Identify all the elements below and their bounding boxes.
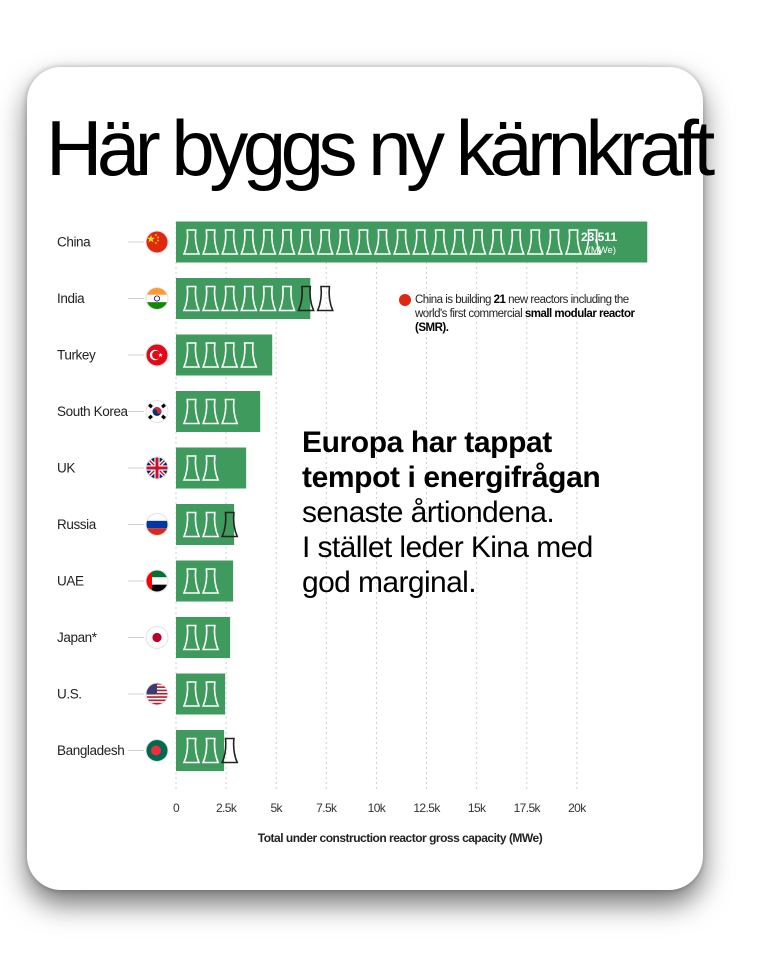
country-label-russia: Russia — [57, 517, 96, 532]
country-label-turkey: Turkey — [57, 347, 96, 363]
flag-japan — [146, 627, 168, 649]
overlay-text — [302, 425, 722, 600]
overlay-line5: god marginal. — [302, 566, 476, 599]
flag-south-korea — [146, 401, 168, 423]
x-tick-label: 15k — [467, 801, 486, 815]
flag-u-s — [146, 683, 168, 705]
headline: Här byggs ny kärnkraft — [46, 104, 710, 192]
china-note — [415, 293, 645, 335]
country-label-uk: UK — [57, 460, 75, 476]
reactor-icon — [222, 739, 237, 763]
country-label-china: China — [57, 234, 91, 250]
flag-bangladesh — [146, 740, 168, 762]
x-axis-title: Total under construction reactor gross capacity (MWe) — [257, 831, 543, 845]
bar-u-s — [176, 674, 225, 715]
country-label-india: India — [57, 291, 85, 306]
country-label-south-korea: South Korea — [57, 404, 128, 419]
value-label-china: 23,511 — [580, 230, 617, 244]
x-tick-label: 12.5k — [413, 801, 440, 815]
flag-uae — [146, 570, 168, 592]
overlay-line2: tempot i energifrågan — [302, 461, 601, 494]
leader-lines — [128, 242, 144, 751]
x-tick-label: 7.5k — [316, 801, 337, 815]
overlay-line1: Europa har tappat — [302, 426, 552, 459]
bar-uae — [176, 561, 233, 602]
overlay-line3: senaste årtiondena. — [302, 496, 555, 529]
x-tick-label: 10k — [367, 801, 386, 815]
bar-china — [176, 222, 647, 263]
flags — [146, 231, 168, 762]
x-tick-label: 20k — [568, 801, 586, 815]
bar-turkey — [176, 335, 272, 376]
country-label-u-s: U.S. — [57, 686, 82, 702]
flag-china — [146, 231, 168, 253]
note-number: 21 — [493, 294, 506, 306]
country-label-japan: Japan* — [57, 630, 97, 645]
overlay-line4: I stället leder Kina med — [302, 531, 593, 564]
country-label-uae: UAE — [57, 573, 84, 589]
x-tick-label: 0 — [172, 801, 180, 815]
bar-south-korea — [176, 391, 260, 432]
x-tick-label: 5k — [270, 801, 282, 815]
china-flag-dot — [399, 294, 411, 306]
flag-uk — [146, 457, 168, 479]
flag-india — [146, 288, 168, 310]
note-bold-tail: small modular reactor (SMR). — [415, 308, 635, 334]
note-text-part2: new reactors including the world's first commercial — [415, 294, 629, 320]
bar-bangladesh — [176, 730, 224, 771]
note-text-part1: China is building — [415, 294, 494, 306]
x-tick-label: 2.5k — [215, 801, 237, 815]
country-label-bangladesh: Bangladesh — [57, 743, 125, 758]
x-tick-labels — [173, 801, 587, 815]
reactor-icon — [318, 287, 333, 311]
value-unit-china: (MWe) — [587, 245, 616, 256]
flag-turkey — [146, 344, 168, 366]
x-tick-label: 17.5k — [513, 801, 540, 815]
flag-russia — [146, 514, 168, 536]
bar-japan — [176, 617, 230, 658]
